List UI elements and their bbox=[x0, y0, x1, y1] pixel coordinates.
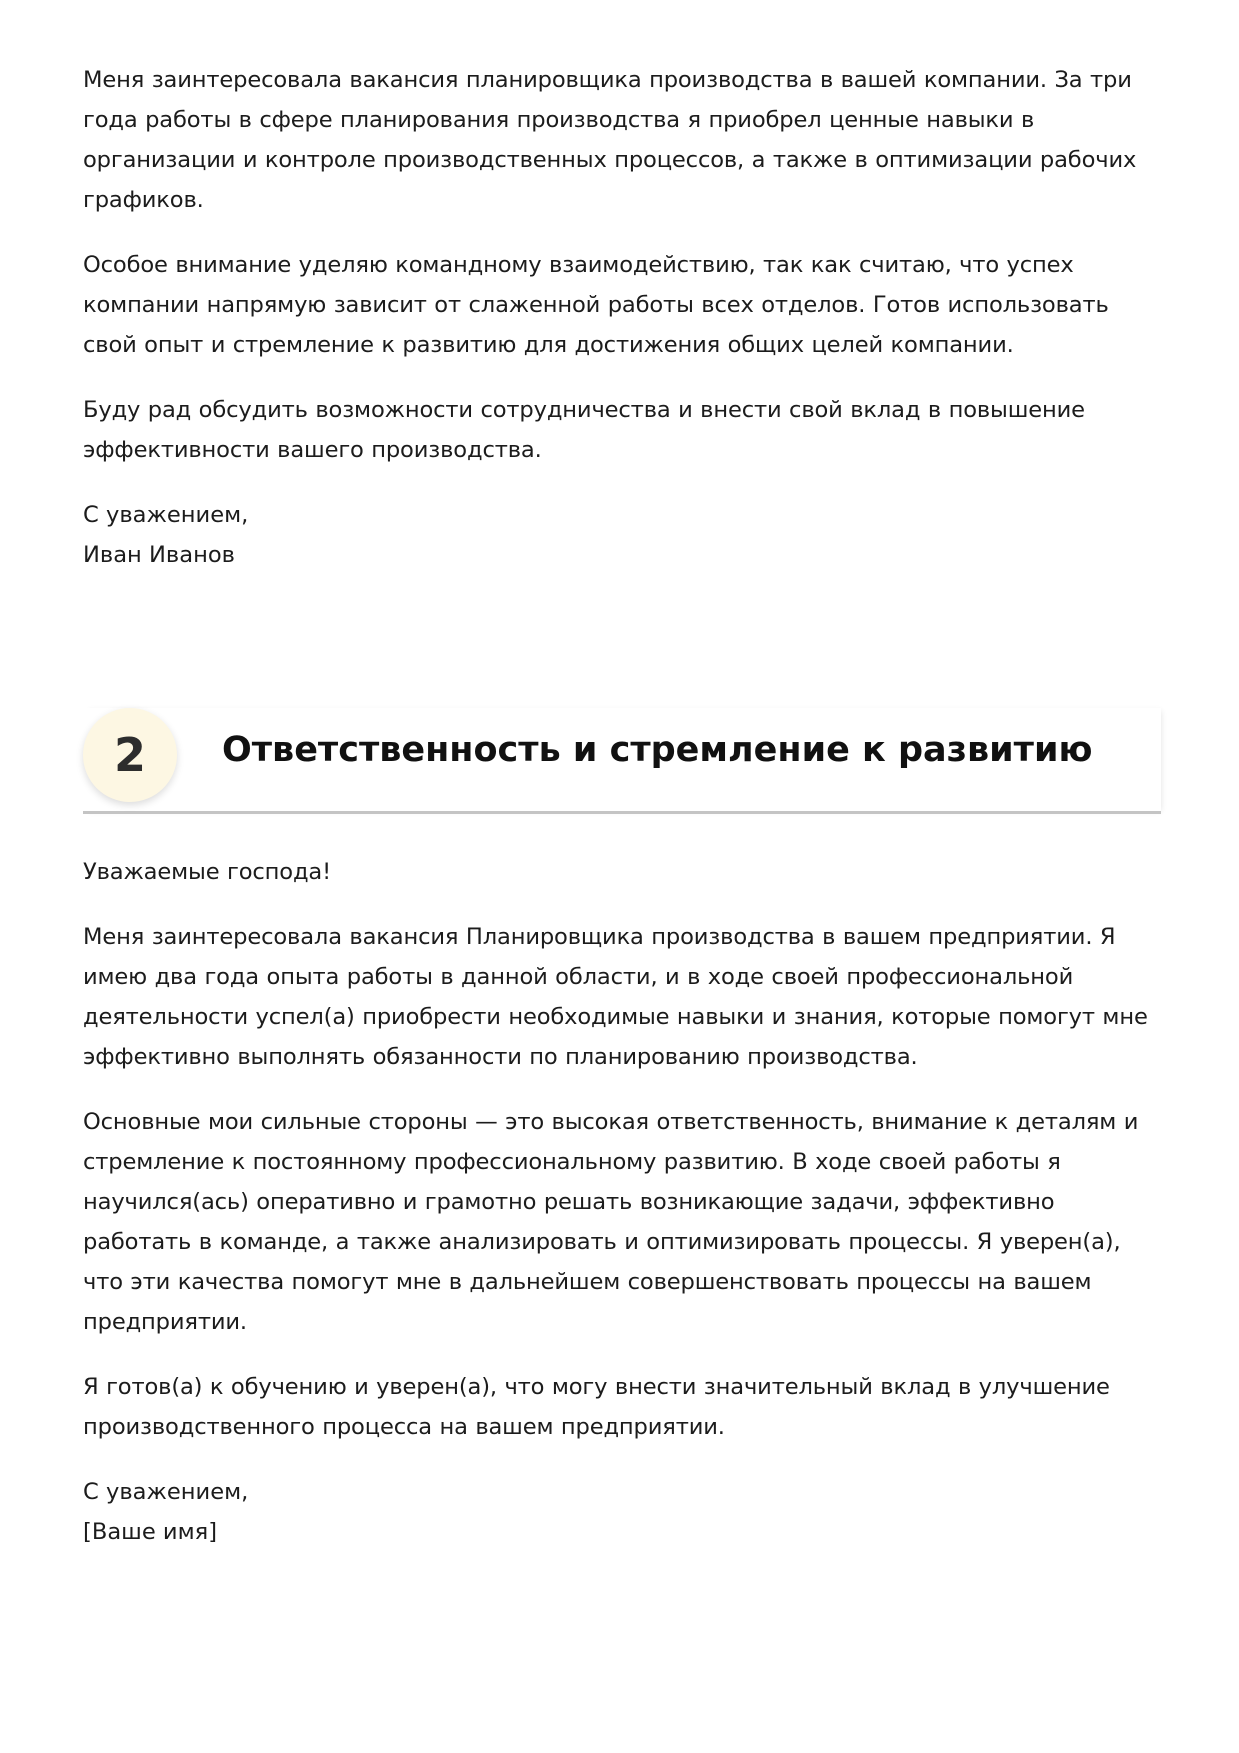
letter-2-signature: [Ваше имя] bbox=[83, 1519, 218, 1545]
letter-2 bbox=[83, 852, 1161, 1552]
letter-2-paragraph-2: Основные мои сильные стороны — это высокая ответственность, внимание к деталям и стремление к постоянному профессиональному развитию. В ходе своей работы я научился(ась) оперативно и грамотно решать возникающие задачи, эффективно работать в команде, а также анализировать и оптимизировать процессы. Я уверен(а), что эти качества помогут мне в дальнейшем совершенствовать процессы на вашем предприятии. bbox=[83, 1109, 1139, 1335]
section-2-header bbox=[83, 708, 1161, 814]
letter-1-paragraph-1: Меня заинтересовала вакансия планировщика производства в вашей компании. За три года работы в сфере планирования производства я приобрел ценные навыки в организации и контроле производственных процессов, а также в оптимизации рабочих графиков. bbox=[83, 67, 1137, 213]
letter-1-paragraph-2: Особое внимание уделяю командному взаимодействию, так как считаю, что успех компании напрямую зависит от слаженной работы всех отделов. Готов использовать свой опыт и стремление к развитию для достижения общих целей компании. bbox=[83, 252, 1109, 358]
letter-1-closing-block bbox=[83, 495, 1161, 575]
letter-2-closing: С уважением, bbox=[83, 1479, 249, 1505]
letter-2-greeting: Уважаемые господа! bbox=[83, 859, 332, 885]
letter-1-paragraph-3: Буду рад обсудить возможности сотрудничества и внести свой вклад в повышение эффективности вашего производства. bbox=[83, 397, 1085, 463]
letter-2-closing-block bbox=[83, 1472, 1161, 1552]
letter-1-signature: Иван Иванов bbox=[83, 542, 235, 568]
section-title: Ответственность и стремление к развитию bbox=[222, 730, 1093, 770]
letter-1-closing: С уважением, bbox=[83, 502, 249, 528]
letter-2-paragraph-1: Меня заинтересовала вакансия Планировщика производства в вашем предприятии. Я имею два года опыта работы в данной области, и в ходе своей профессиональной деятельности успел(а) приобрести необходимые навыки и знания, которые помогут мне эффективно выполнять обязанности по планированию производства. bbox=[83, 924, 1148, 1070]
letter-2-paragraph-3: Я готов(а) к обучению и уверен(а), что могу внести значительный вклад в улучшение производственного процесса на вашем предприятии. bbox=[83, 1374, 1110, 1440]
section-number-badge: 2 bbox=[83, 708, 177, 802]
letter-1 bbox=[83, 60, 1161, 575]
